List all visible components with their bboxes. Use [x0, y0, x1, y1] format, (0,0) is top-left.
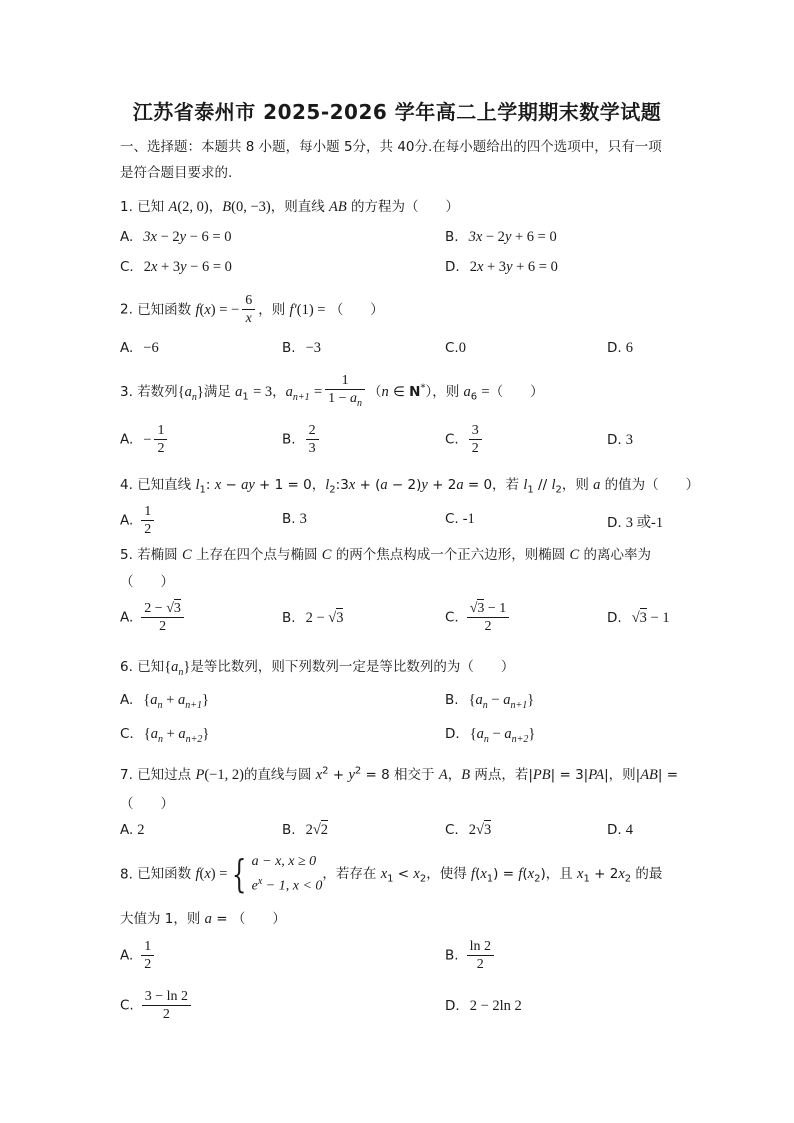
question-4-stem: 4. 已知直线 $l_1$: x − ay + 1 = 0，$l_2:3x + (a - 2)y + 2a = 0$，若 $l_1 // l_2$，则 a 的值为（ ） [120, 477, 700, 496]
q6-option-c[interactable]: C. $\{a_n + a_{n+2}\}$ [120, 726, 210, 745]
section-instructions [120, 134, 690, 186]
q8-option-d[interactable]: D. 2 − 2ln 2 [445, 998, 522, 1014]
question-8-stem: 8. 已知函数 f(x) = { a − x, x ≥ 0 $e^x - 1$, x < 0 ，若存在 $x_1 < x_2$，使得 $f(x_1) = f(x_2)$，且 $x_1 + 2x_2$ 的最 [120, 852, 663, 897]
q1-option-b[interactable]: B. 3x − 2y + 6 = 0 [445, 229, 557, 245]
q4-option-a[interactable]: A. $\frac{1}{2}$ [120, 503, 157, 538]
q1-option-c[interactable]: C. 2x + 3y − 6 = 0 [120, 259, 232, 275]
q2-option-a[interactable]: A. −6 [120, 340, 159, 356]
question-number: 1. [120, 199, 133, 215]
section-line-1: 一、选择题：本题共 8 小题，每小题 5分，共 40分.在每小题给出的四个选项中，只有一项 [120, 139, 662, 155]
q2-option-c[interactable]: C.0 [445, 340, 466, 356]
question-1-stem [120, 195, 690, 216]
q7-option-c[interactable]: C. 2√3 [445, 822, 492, 838]
q8-option-b[interactable]: B. $\frac{\ln 2}{2}$ [445, 938, 497, 973]
q6-option-b[interactable]: B. $\{a_n - a_{n+1}\}$ [445, 692, 535, 711]
q4-option-d[interactable]: D. 3 或-1 [607, 515, 664, 531]
q3-option-a[interactable]: A. − $\frac{1}{2}$ [120, 422, 170, 457]
question-2-stem: 2. 已知函数 f(x) = − $\frac{6}{x}$ ，则 f′(1) = （ ） [120, 293, 384, 326]
q5-option-b[interactable]: B. 2 − √3 [282, 610, 344, 626]
q6-option-a[interactable]: A. $\{a_n + a_{n+1}\}$ [120, 692, 209, 711]
question-5-stem: 5. 若椭圆 C 上存在四个点与椭圆 C 的两个焦点构成一个正六边形，则椭圆 C 的离心率为 [120, 547, 651, 563]
q2-option-b[interactable]: B. −3 [282, 340, 321, 356]
q5-option-c[interactable]: C. $\frac{√3 - 1}{2}$ [445, 600, 512, 635]
question-7-stem: 7. 已知过点 P(−1, 2)的直线与圆 $x^2 + y^2 = 8$ 相交于 A，B 两点，若|PB| = 3|PA|，则|AB| = [120, 765, 679, 783]
q3-option-d[interactable]: D. 3 [607, 432, 633, 448]
q8-option-c[interactable]: C. $\frac{3 - \ln 2}{2}$ [120, 988, 194, 1023]
q7-option-d[interactable]: D. 4 [607, 822, 633, 838]
question-5-stem-cont: （ ） [120, 574, 174, 590]
q5-option-d[interactable]: D. √3 − 1 [607, 610, 670, 626]
q8-option-a[interactable]: A. $\frac{1}{2}$ [120, 938, 157, 973]
question-7-stem-cont: （ ） [120, 796, 174, 812]
q2-option-d[interactable]: D. 6 [607, 340, 633, 356]
q1-option-d[interactable]: D. 2x + 3y + 6 = 0 [445, 259, 558, 275]
q4-option-c[interactable]: C. -1 [445, 511, 475, 527]
q3-option-c[interactable]: C. $\frac{3}{2}$ [445, 422, 485, 457]
page-title: 江苏省泰州市 2025-2026 学年高二上学期期末数学试题 [132, 100, 662, 124]
q6-option-d[interactable]: D. $\{a_n - a_{n+2}\}$ [445, 726, 536, 745]
question-1-text: 已知 A(2, 0)，B(0, −3)，则直线 AB 的方程为（ ） [137, 199, 460, 215]
question-3-stem: 3. 若数列$\{a_n\}$满足 $a_1 = 3$，$a_{n+1}$ = $\frac{1}{1 - a_n}$ （n ∈ N*），则 $a_6$ =（ ） [120, 373, 544, 409]
q3-option-b[interactable]: B. $\frac{2}{3}$ [282, 422, 322, 457]
q4-option-b[interactable]: B. 3 [282, 511, 307, 527]
q7-option-a[interactable]: A. 2 [120, 822, 145, 838]
q7-option-b[interactable]: B. 2√2 [282, 822, 329, 838]
q1-option-a[interactable]: A. 3x − 2y − 6 = 0 [120, 229, 232, 245]
question-6-stem: 6. 已知$\{a_n\}$是等比数列，则下列数列一定是等比数列的为（ ） [120, 659, 515, 678]
q5-option-a[interactable]: A. $\frac{2 - √3}{2}$ [120, 600, 187, 635]
section-line-2: 是符合题目要求的. [120, 165, 233, 181]
question-8-stem-cont: 大值为 1，则 a = （ ） [120, 911, 286, 927]
